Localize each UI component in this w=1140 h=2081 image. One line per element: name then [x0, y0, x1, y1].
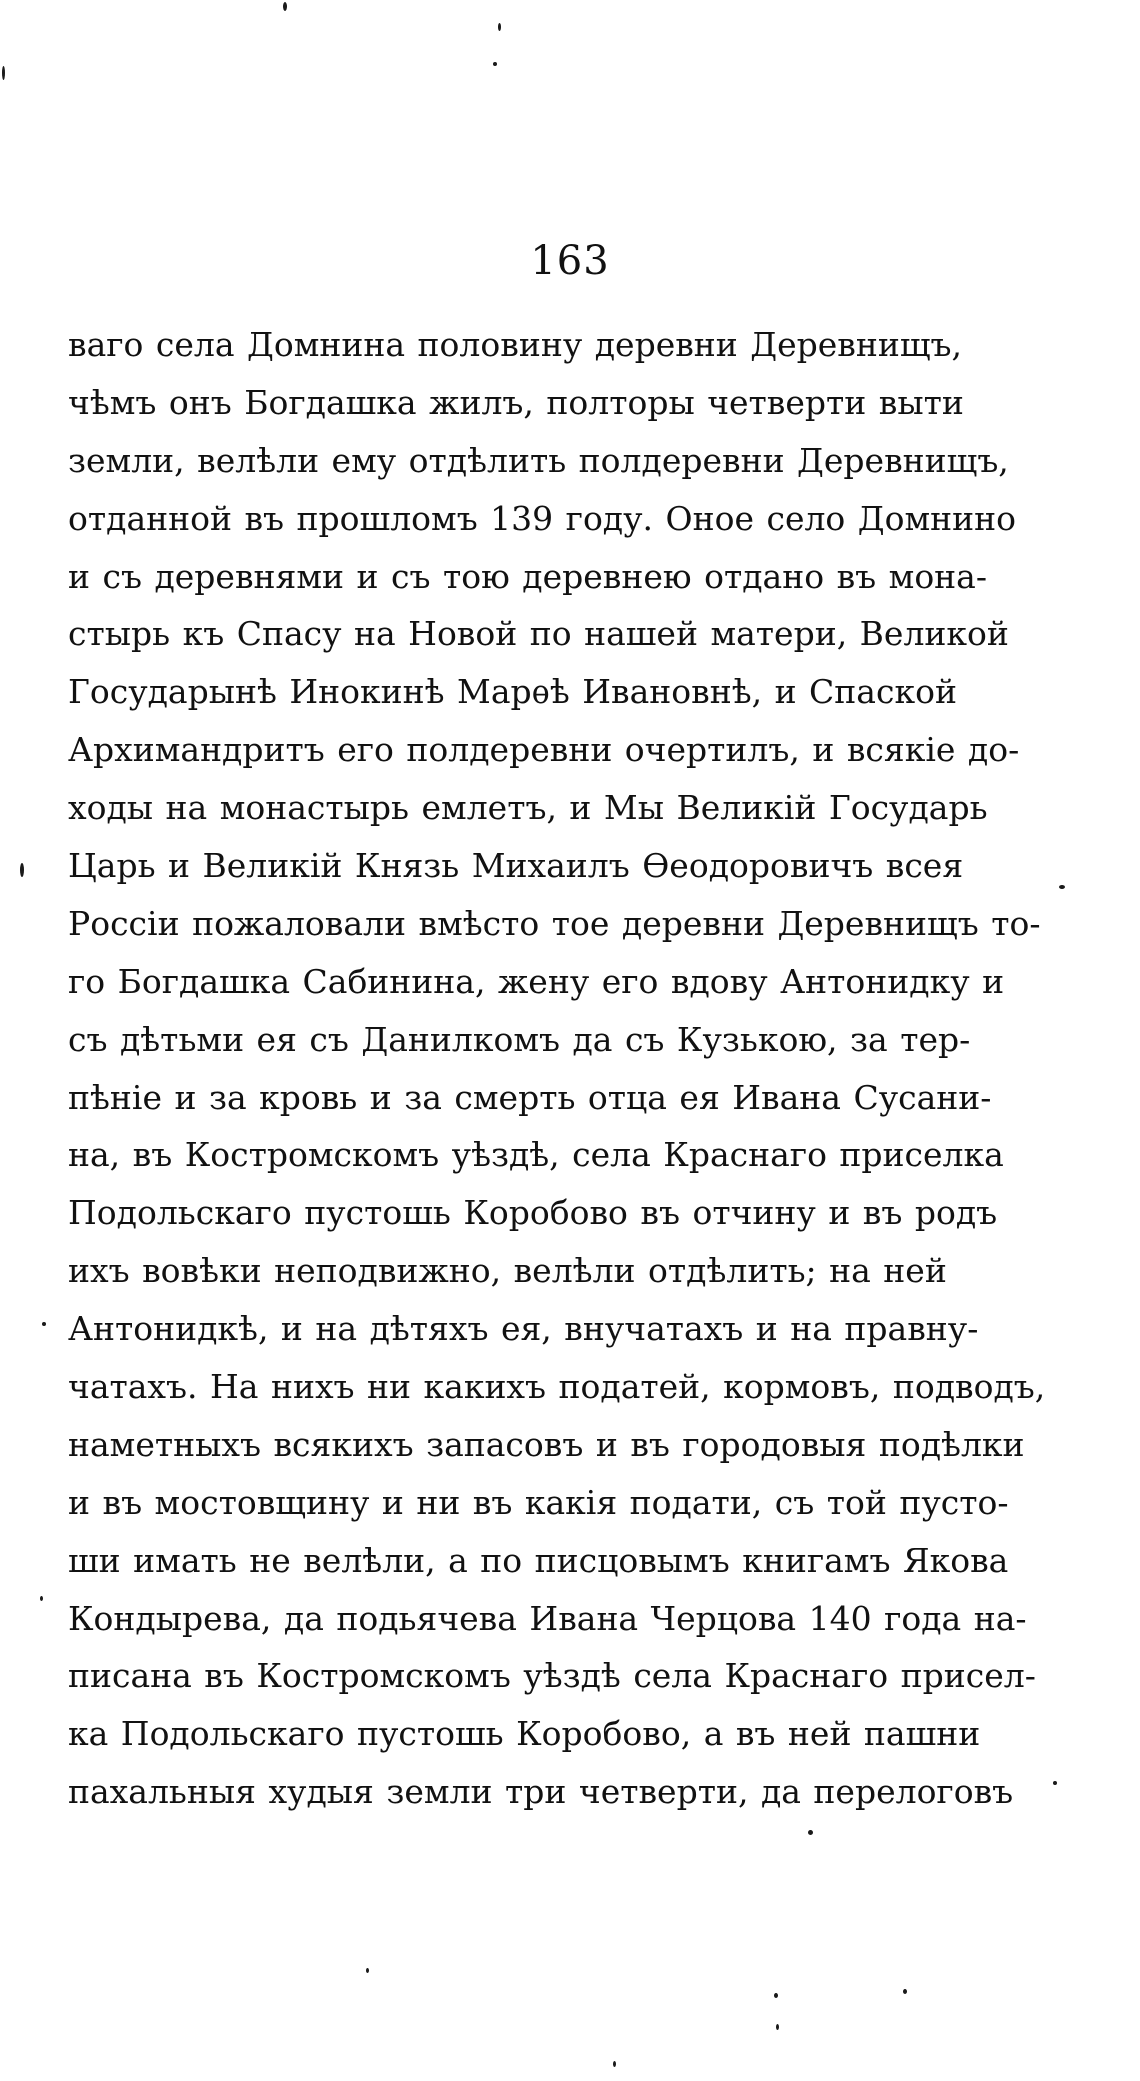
- text-line: ваго села Домнина половину деревни Деревнищъ,: [68, 325, 963, 364]
- scan-speck: [498, 23, 501, 31]
- text-line: чѣмъ онъ Богдашка жилъ, полторы четверти выти: [68, 382, 964, 422]
- scan-speck: [40, 1596, 43, 1601]
- text-line: стырь къ Спасу на Новой по нашей матери, Великой: [68, 614, 1009, 654]
- scan-speck: [42, 1322, 46, 1326]
- text-line: ходы на монастырь емлетъ, и Мы Великій Государь: [68, 788, 988, 828]
- text-line: и съ деревнями и съ тою деревнею отдано въ мона-: [68, 556, 988, 596]
- text-line: отданной въ прошломъ 139 году. Оное село Домнино: [68, 498, 1017, 538]
- text-line: и въ мостовщину и ни въ какія подати, съ той пусто-: [68, 1482, 1009, 1522]
- text-line: земли, велѣли ему отдѣлить полдеревни Деревнищъ,: [68, 440, 1009, 480]
- text-line: го Богдашка Сабинина, жену его вдову Антонидку и: [68, 961, 1005, 1001]
- text-line: съ дѣтьми ея съ Данилкомъ да съ Кузькою, за тер-: [68, 1019, 971, 1059]
- text-line: Государынѣ Инокинѣ Марѳѣ Ивановнѣ, и Спаской: [68, 672, 957, 712]
- text-line: пахальныя худыя земли три четверти, да перелоговъ: [68, 1772, 1014, 1812]
- text-line: писана въ Костромскомъ уѣздѣ села Краснаго присел-: [68, 1656, 1036, 1696]
- text-line: пѣніе и за кровь и за смерть отца ея Ивана Сусани-: [68, 1077, 992, 1117]
- scan-speck: [283, 2, 287, 11]
- scan-speck: [493, 62, 497, 66]
- scan-speck: [2, 66, 5, 80]
- scan-speck: [808, 1830, 813, 1835]
- scan-speck: [774, 1993, 778, 1998]
- text-line: Россіи пожаловали вмѣсто тое деревни Деревнищъ то-: [68, 903, 1041, 943]
- body-text: [68, 316, 1046, 1821]
- page-number: 163: [530, 238, 610, 284]
- text-line: ка Подольскаго пустошь Коробово, а въ ней пашни: [68, 1714, 981, 1754]
- scan-speck: [1053, 1781, 1057, 1785]
- text-line: Архимандритъ его полдеревни очертилъ, и всякіе до-: [68, 730, 1020, 770]
- text-line: Подольскаго пустошь Коробово въ отчину и въ родъ: [68, 1193, 998, 1233]
- text-line: Антонидкѣ, и на дѣтяхъ ея, внучатахъ и на правну-: [68, 1309, 979, 1349]
- text-line: на, въ Костромскомъ уѣздѣ, села Краснаго приселка: [68, 1135, 1004, 1175]
- scan-speck: [20, 863, 24, 877]
- scan-speck: [366, 1968, 369, 1973]
- scan-speck: [1059, 885, 1065, 889]
- text-line: Царь и Великій Князь Михаилъ Ѳеодоровичъ всея: [68, 846, 964, 886]
- scan-speck: [903, 1989, 907, 1994]
- text-line: Кондырева, да подьячева Ивана Черцова 140 года на-: [68, 1598, 1027, 1638]
- scan-speck: [613, 2061, 616, 2067]
- text-line: чатахъ. На нихъ ни какихъ податей, кормовъ, подводъ,: [68, 1367, 1046, 1407]
- text-line: наметныхъ всякихъ запасовъ и въ городовыя подѣлки: [68, 1424, 1025, 1464]
- text-line: ихъ вовѣки неподвижно, велѣли отдѣлить; на ней: [68, 1251, 947, 1291]
- text-line: ши имать не велѣли, а по писцовымъ книгамъ Якова: [68, 1540, 1009, 1580]
- scan-speck: [776, 2024, 779, 2030]
